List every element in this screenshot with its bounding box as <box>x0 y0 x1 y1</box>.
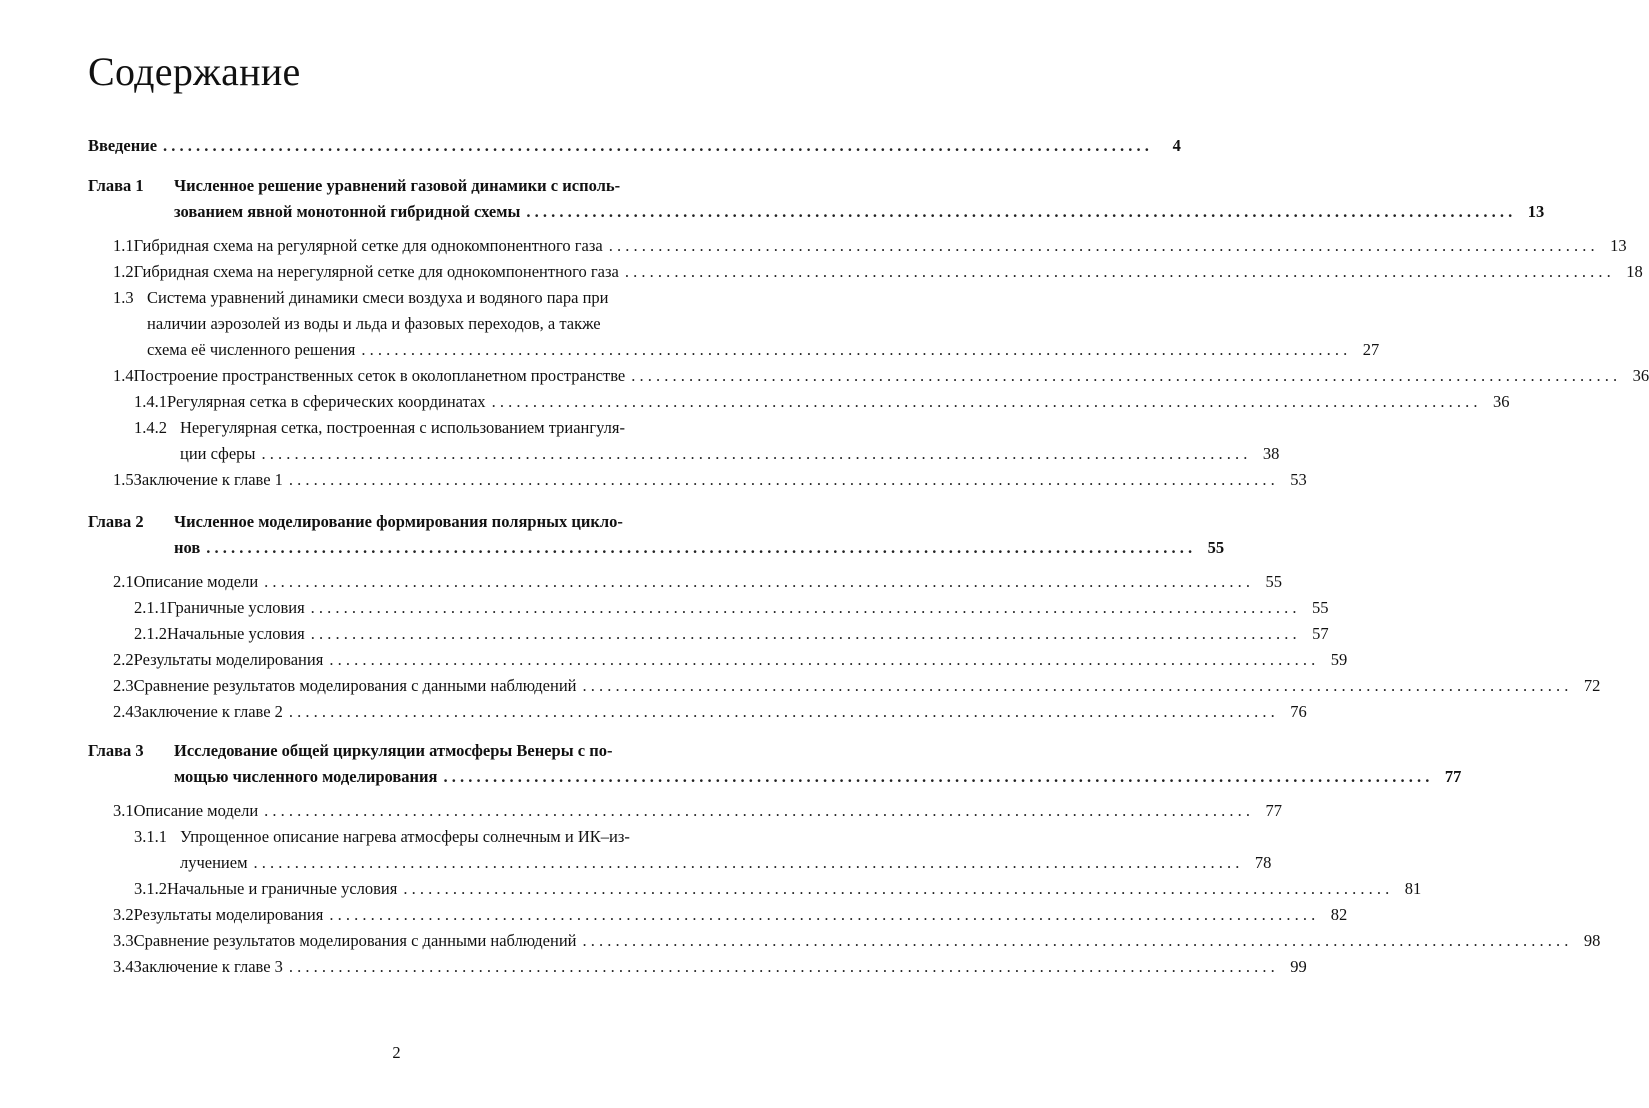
dot-leader: . . . . . . . . . . . . . . . . . . . . . . . . . . . . . . . . . . . . . . . . . . . . . . . . . . . . . . . . . . . . . . . . . . . . . . . . . . . . . . . . . . . . . . . . . . . . . . . . . . . . . . . . . . . . . . . . . . . . . . . . <box>443 767 1430 786</box>
section-number: 1.4.2 <box>134 418 167 437</box>
toc-subsection[interactable] <box>134 598 1329 618</box>
section-number: 1.4 <box>113 366 134 385</box>
chapter-title-line[interactable]: Численное решение уравнений газовой динамики с исполь- <box>174 176 621 195</box>
section-number: 1.1 <box>113 236 134 255</box>
dot-leader: . . . . . . . . . . . . . . . . . . . . . . . . . . . . . . . . . . . . . . . . . . . . . . . . . . . . . . . . . . . . . . . . . . . . . . . . . . . . . . . . . . . . . . . . . . . . . . . . . . . . . . . . . . . . . . . . . . . . . . . . <box>631 366 1618 385</box>
toc-section[interactable] <box>113 236 1627 256</box>
toc-subsection[interactable] <box>180 853 1272 873</box>
section-title: Сравнение результатов моделирования с данными наблюдений <box>133 676 577 695</box>
dot-leader: . . . . . . . . . . . . . . . . . . . . . . . . . . . . . . . . . . . . . . . . . . . . . . . . . . . . . . . . . . . . . . . . . . . . . . . . . . . . . . . . . . . . . . . . . . . . . . . . . . . . . . . . . . . . . . . . . . . . . . . . <box>403 879 1390 898</box>
section-number: 1.3 <box>113 288 134 307</box>
toc-page: 36 <box>1632 366 1649 385</box>
toc-page: 82 <box>1330 905 1348 924</box>
section-number: 3.1.2 <box>134 879 167 898</box>
section-number: 3.2 <box>113 905 134 924</box>
dot-leader: . . . . . . . . . . . . . . . . . . . . . . . . . . . . . . . . . . . . . . . . . . . . . . . . . . . . . . . . . . . . . . . . . . . . . . . . . . . . . . . . . . . . . . . . . . . . . . . . . . . . . . . . . . . . . . . . . . . . . . . . <box>288 470 1275 489</box>
section-number: 2.3 <box>113 676 134 695</box>
toc-page: 76 <box>1290 702 1307 721</box>
toc-page: 59 <box>1330 650 1348 669</box>
toc-page: 4 <box>1172 136 1181 155</box>
section-number: 3.3 <box>113 931 134 950</box>
dot-leader: . . . . . . . . . . . . . . . . . . . . . . . . . . . . . . . . . . . . . . . . . . . . . . . . . . . . . . . . . . . . . . . . . . . . . . . . . . . . . . . . . . . . . . . . . . . . . . . . . . . . . . . . . . . . . . . . . . . . . . . . <box>163 136 1149 155</box>
chapter-title-line[interactable]: Исследование общей циркуляции атмосферы Венеры с по- <box>174 741 613 760</box>
toc-page: 77 <box>1265 801 1283 820</box>
dot-leader: . . . . . . . . . . . . . . . . . . . . . . . . . . . . . . . . . . . . . . . . . . . . . . . . . . . . . . . . . . . . . . . . . . . . . . . . . . . . . . . . . . . . . . . . . . . . . . . . . . . . . . . . . . . . . . . . . . . . . . . . <box>491 392 1478 411</box>
chapter-number: Глава 1 <box>88 176 144 195</box>
toc-section[interactable] <box>147 340 1380 360</box>
section-title: Описание модели <box>133 801 259 820</box>
chapter-title-line[interactable]: Численное моделирование формирования полярных циклo- <box>174 512 623 531</box>
toc-page: 55 <box>1312 598 1329 617</box>
section-title: Построение пространственных сеток в околопланетном пространстве <box>133 366 626 385</box>
chapter-title-line[interactable] <box>174 538 1225 558</box>
section-number: 2.2 <box>113 650 134 669</box>
section-title: Граничные условия <box>167 598 305 617</box>
dot-leader: . . . . . . . . . . . . . . . . . . . . . . . . . . . . . . . . . . . . . . . . . . . . . . . . . . . . . . . . . . . . . . . . . . . . . . . . . . . . . . . . . . . . . . . . . . . . . . . . . . . . . . . . . . . . . . . . . . . . . . . . <box>526 202 1513 221</box>
section-title-line[interactable]: Система уравнений динамики смеси воздуха и водяного пара при <box>147 288 609 307</box>
toc-page: 53 <box>1290 470 1307 489</box>
toc-subsection[interactable] <box>180 444 1280 464</box>
dot-leader: . . . . . . . . . . . . . . . . . . . . . . . . . . . . . . . . . . . . . . . . . . . . . . . . . . . . . . . . . . . . . . . . . . . . . . . . . . . . . . . . . . . . . . . . . . . . . . . . . . . . . . . . . . . . . . . . . . . . . . . . <box>329 905 1316 924</box>
toc-page: 13 <box>1527 202 1545 221</box>
section-title-line[interactable]: Нерегулярная сетка, построенная с использованием триангуля- <box>180 418 625 437</box>
toc-page: 81 <box>1404 879 1422 898</box>
section-title-line[interactable]: Упрощенное описание нагрева атмосферы солнечным и ИК–из- <box>180 827 630 846</box>
toc-section[interactable] <box>113 931 1601 951</box>
section-number: 2.1.2 <box>134 624 167 643</box>
dot-leader: . . . . . . . . . . . . . . . . . . . . . . . . . . . . . . . . . . . . . . . . . . . . . . . . . . . . . . . . . . . . . . . . . . . . . . . . . . . . . . . . . . . . . . . . . . . . . . . . . . . . . . . . . . . . . . . . . . . . . . . . <box>361 340 1348 359</box>
section-title: Заключение к главе 1 <box>133 470 283 489</box>
section-title: Заключение к главе 2 <box>133 702 283 721</box>
toc-page: 18 <box>1626 262 1643 281</box>
toc-section[interactable] <box>113 801 1283 821</box>
section-number: 3.4 <box>113 957 134 976</box>
section-title: Начальные условия <box>167 624 305 643</box>
section-number: 3.1 <box>113 801 134 820</box>
dot-leader: . . . . . . . . . . . . . . . . . . . . . . . . . . . . . . . . . . . . . . . . . . . . . . . . . . . . . . . . . . . . . . . . . . . . . . . . . . . . . . . . . . . . . . . . . . . . . . . . . . . . . . . . . . . . . . . . . . . . . . . . <box>264 801 1251 820</box>
chapter-number: Глава 2 <box>88 512 144 531</box>
dot-leader: . . . . . . . . . . . . . . . . . . . . . . . . . . . . . . . . . . . . . . . . . . . . . . . . . . . . . . . . . . . . . . . . . . . . . . . . . . . . . . . . . . . . . . . . . . . . . . . . . . . . . . . . . . . . . . . . . . . . . . . . <box>329 650 1316 669</box>
section-number: 1.4.1 <box>134 392 167 411</box>
toc-section[interactable] <box>113 470 1307 490</box>
dot-leader: . . . . . . . . . . . . . . . . . . . . . . . . . . . . . . . . . . . . . . . . . . . . . . . . . . . . . . . . . . . . . . . . . . . . . . . . . . . . . . . . . . . . . . . . . . . . . . . . . . . . . . . . . . . . . . . . . . . . . . . . <box>310 598 1297 617</box>
section-title-line[interactable]: наличии аэрозолей из воды и льда и фазовых переходов, а также <box>147 314 601 333</box>
chapter-title-text: зованием явной монотонной гибридной схемы <box>174 202 521 221</box>
toc-page: 72 <box>1583 676 1601 695</box>
section-title: Сравнение результатов моделирования с данными наблюдений <box>133 931 577 950</box>
section-title: Заключение к главе 3 <box>133 957 283 976</box>
toc-page: 36 <box>1492 392 1510 411</box>
dot-leader: . . . . . . . . . . . . . . . . . . . . . . . . . . . . . . . . . . . . . . . . . . . . . . . . . . . . . . . . . . . . . . . . . . . . . . . . . . . . . . . . . . . . . . . . . . . . . . . . . . . . . . . . . . . . . . . . . . . . . . . . <box>261 444 1248 463</box>
section-number: 2.1.1 <box>134 598 167 617</box>
section-number: 2.1 <box>113 572 134 591</box>
toc-page: 55 <box>1265 572 1283 591</box>
section-title: ции сферы <box>180 444 256 463</box>
page-title: Содержание <box>88 49 301 94</box>
section-title: Начальные и граничные условия <box>167 879 398 898</box>
section-title: лучением <box>180 853 248 872</box>
dot-leader: . . . . . . . . . . . . . . . . . . . . . . . . . . . . . . . . . . . . . . . . . . . . . . . . . . . . . . . . . . . . . . . . . . . . . . . . . . . . . . . . . . . . . . . . . . . . . . . . . . . . . . . . . . . . . . . . . . . . . . . . <box>253 853 1240 872</box>
chapter-title-line[interactable] <box>174 767 1462 787</box>
section-title: Гибридная схема на нерегулярной сетке для однокомпонентного газа <box>133 262 619 281</box>
toc-section[interactable] <box>113 676 1601 696</box>
toc-label: Введение <box>88 136 158 155</box>
section-number: 3.1.1 <box>134 827 167 846</box>
section-title: схема её численного решения <box>147 340 356 359</box>
dot-leader: . . . . . . . . . . . . . . . . . . . . . . . . . . . . . . . . . . . . . . . . . . . . . . . . . . . . . . . . . . . . . . . . . . . . . . . . . . . . . . . . . . . . . . . . . . . . . . . . . . . . . . . . . . . . . . . . . . . . . . . . <box>288 957 1275 976</box>
section-title: Результаты моделирования <box>133 905 324 924</box>
section-number: 1.2 <box>113 262 134 281</box>
dot-leader: . . . . . . . . . . . . . . . . . . . . . . . . . . . . . . . . . . . . . . . . . . . . . . . . . . . . . . . . . . . . . . . . . . . . . . . . . . . . . . . . . . . . . . . . . . . . . . . . . . . . . . . . . . . . . . . . . . . . . . . . <box>608 236 1595 255</box>
toc-page: 13 <box>1610 236 1627 255</box>
dot-leader: . . . . . . . . . . . . . . . . . . . . . . . . . . . . . . . . . . . . . . . . . . . . . . . . . . . . . . . . . . . . . . . . . . . . . . . . . . . . . . . . . . . . . . . . . . . . . . . . . . . . . . . . . . . . . . . . . . . . . . . . <box>582 676 1569 695</box>
toc-page: 27 <box>1362 340 1380 359</box>
toc-entry-intro[interactable] <box>88 136 1181 156</box>
page-number: 2 <box>392 1043 401 1062</box>
section-title: Описание модели <box>133 572 259 591</box>
toc-section[interactable] <box>113 262 1643 282</box>
dot-leader: . . . . . . . . . . . . . . . . . . . . . . . . . . . . . . . . . . . . . . . . . . . . . . . . . . . . . . . . . . . . . . . . . . . . . . . . . . . . . . . . . . . . . . . . . . . . . . . . . . . . . . . . . . . . . . . . . . . . . . . . <box>206 538 1193 557</box>
toc-section[interactable] <box>113 572 1283 592</box>
dot-leader: . . . . . . . . . . . . . . . . . . . . . . . . . . . . . . . . . . . . . . . . . . . . . . . . . . . . . . . . . . . . . . . . . . . . . . . . . . . . . . . . . . . . . . . . . . . . . . . . . . . . . . . . . . . . . . . . . . . . . . . . <box>288 702 1275 721</box>
toc-subsection[interactable] <box>134 879 1422 899</box>
dot-leader: . . . . . . . . . . . . . . . . . . . . . . . . . . . . . . . . . . . . . . . . . . . . . . . . . . . . . . . . . . . . . . . . . . . . . . . . . . . . . . . . . . . . . . . . . . . . . . . . . . . . . . . . . . . . . . . . . . . . . . . . <box>624 262 1611 281</box>
dot-leader: . . . . . . . . . . . . . . . . . . . . . . . . . . . . . . . . . . . . . . . . . . . . . . . . . . . . . . . . . . . . . . . . . . . . . . . . . . . . . . . . . . . . . . . . . . . . . . . . . . . . . . . . . . . . . . . . . . . . . . . . <box>310 624 1297 643</box>
section-number: 2.4 <box>113 702 134 721</box>
section-title: Регулярная сетка в сферических координатах <box>167 392 486 411</box>
toc-subsection[interactable] <box>134 624 1329 644</box>
toc-page: 99 <box>1290 957 1307 976</box>
toc-section[interactable] <box>113 957 1307 977</box>
chapter-title-text: мощью численного моделирования <box>174 767 438 786</box>
toc-page: 77 <box>1444 767 1462 786</box>
toc-section[interactable] <box>113 905 1348 925</box>
section-title: Результаты моделирования <box>133 650 324 669</box>
toc-page: 38 <box>1262 444 1280 463</box>
section-number: 1.5 <box>113 470 134 489</box>
toc-page: 78 <box>1254 853 1272 872</box>
chapter-title-line[interactable] <box>174 202 1545 222</box>
toc-section[interactable] <box>113 702 1307 722</box>
toc-section[interactable] <box>113 366 1649 386</box>
toc-page: 98 <box>1583 931 1601 950</box>
dot-leader: . . . . . . . . . . . . . . . . . . . . . . . . . . . . . . . . . . . . . . . . . . . . . . . . . . . . . . . . . . . . . . . . . . . . . . . . . . . . . . . . . . . . . . . . . . . . . . . . . . . . . . . . . . . . . . . . . . . . . . . . <box>264 572 1251 591</box>
toc-page: 55 <box>1207 538 1225 557</box>
section-title: Гибридная схема на регулярной сетке для однокомпонентного газа <box>133 236 603 255</box>
toc-subsection[interactable] <box>134 392 1510 412</box>
toc-section[interactable] <box>113 650 1348 670</box>
chapter-title-text: нов <box>174 538 201 557</box>
toc-page: 57 <box>1312 624 1329 643</box>
chapter-number: Глава 3 <box>88 741 144 760</box>
dot-leader: . . . . . . . . . . . . . . . . . . . . . . . . . . . . . . . . . . . . . . . . . . . . . . . . . . . . . . . . . . . . . . . . . . . . . . . . . . . . . . . . . . . . . . . . . . . . . . . . . . . . . . . . . . . . . . . . . . . . . . . . <box>582 931 1569 950</box>
